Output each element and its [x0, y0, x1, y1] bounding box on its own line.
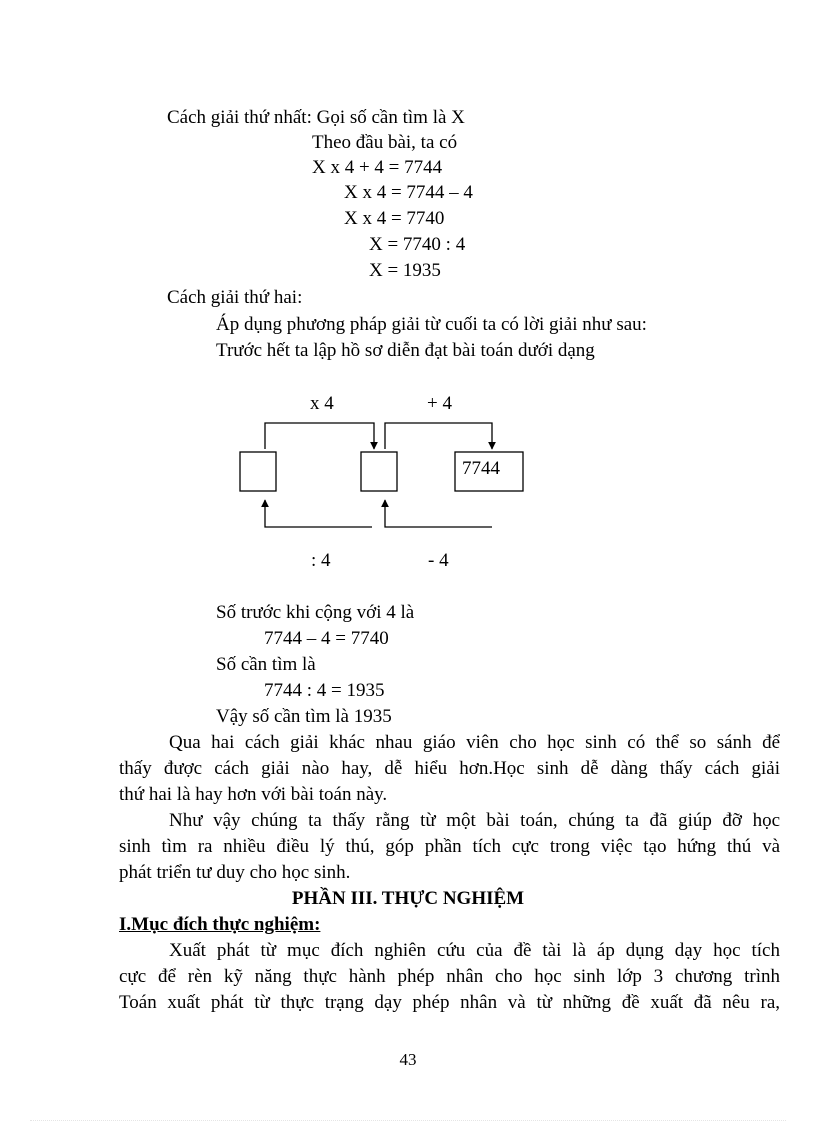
paragraph-line: phát triển tư duy cho học sinh. — [119, 862, 351, 883]
diagram-top-op-1: x 4 — [310, 393, 334, 414]
method1-line: X x 4 = 7744 – 4 — [344, 182, 473, 203]
diagram-bottom-op-2: - 4 — [428, 550, 449, 571]
paragraph-line: Qua hai cách giải khác nhau giáo viên cho học sinh có thể so sánh để — [169, 732, 780, 753]
solution-step-calc: 7744 – 4 = 7740 — [264, 628, 389, 649]
section-heading: I.Mục đích thực nghiệm: — [119, 914, 321, 935]
paragraph-line: sinh tìm ra nhiều điều lý thú, góp phần tích cực trong việc tạo hứng thú và — [119, 836, 780, 857]
diagram-arrow-bottom-2 — [385, 500, 492, 527]
diagram-arrow-top-2 — [385, 423, 492, 449]
diagram-result-value: 7744 — [462, 458, 500, 479]
paragraph-line: thấy được cách giải nào hay, dễ hiểu hơn.Học sinh dễ dàng thấy cách giải — [119, 758, 780, 779]
method1-line: X = 1935 — [369, 260, 441, 281]
method1-title: Cách giải thứ nhất: Gọi số cần tìm là X — [167, 107, 465, 128]
page-number: 43 — [399, 1050, 417, 1069]
paragraph-line: cực để rèn kỹ năng thực hành phép nhân cho học sinh lớp 3 chương trình — [119, 966, 780, 987]
page-bottom-divider — [30, 1120, 786, 1121]
diagram-unknown-box — [240, 452, 276, 491]
paragraph-line: Xuất phát từ mục đích nghiên cứu của đề tài là áp dụng dạy học tích — [169, 940, 780, 961]
method1-line: Theo đầu bài, ta có — [312, 132, 458, 153]
method2-title: Cách giải thứ hai: — [167, 287, 303, 308]
method2-intro: Trước hết ta lập hồ sơ diễn đạt bài toán dưới dạng — [216, 340, 595, 361]
diagram-arrow-bottom-1 — [265, 500, 372, 527]
solution-conclusion: Vậy số cần tìm là 1935 — [216, 706, 392, 727]
method1-line: X x 4 = 7740 — [344, 208, 445, 229]
solution-step-label: Số trước khi cộng với 4 là — [216, 602, 415, 623]
solution-step-calc: 7744 : 4 = 1935 — [264, 680, 385, 701]
paragraph-line: Như vậy chúng ta thấy rằng từ một bài toán, chúng ta đã giúp đỡ học — [169, 810, 780, 831]
diagram-bottom-op-1: : 4 — [311, 550, 331, 571]
solution-step-label: Số cần tìm là — [216, 654, 316, 675]
diagram-arrow-top-1 — [265, 423, 374, 449]
diagram-intermediate-box — [361, 452, 397, 491]
paragraph-line: Toán xuất phát từ thực trạng dạy phép nhân và từ những đề xuất đã nêu ra, — [119, 992, 780, 1013]
backward-solving-diagram — [230, 385, 540, 580]
method2-intro: Áp dụng phương pháp giải từ cuối ta có lời giải như sau: — [216, 314, 647, 335]
method1-line: X x 4 + 4 = 7744 — [312, 157, 443, 178]
part-heading: PHẦN III. THỰC NGHIỆM — [291, 888, 525, 909]
paragraph-line: thứ hai là hay hơn với bài toán này. — [119, 784, 388, 805]
method1-line: X = 7740 : 4 — [369, 234, 466, 255]
diagram-top-op-2: + 4 — [427, 393, 452, 414]
